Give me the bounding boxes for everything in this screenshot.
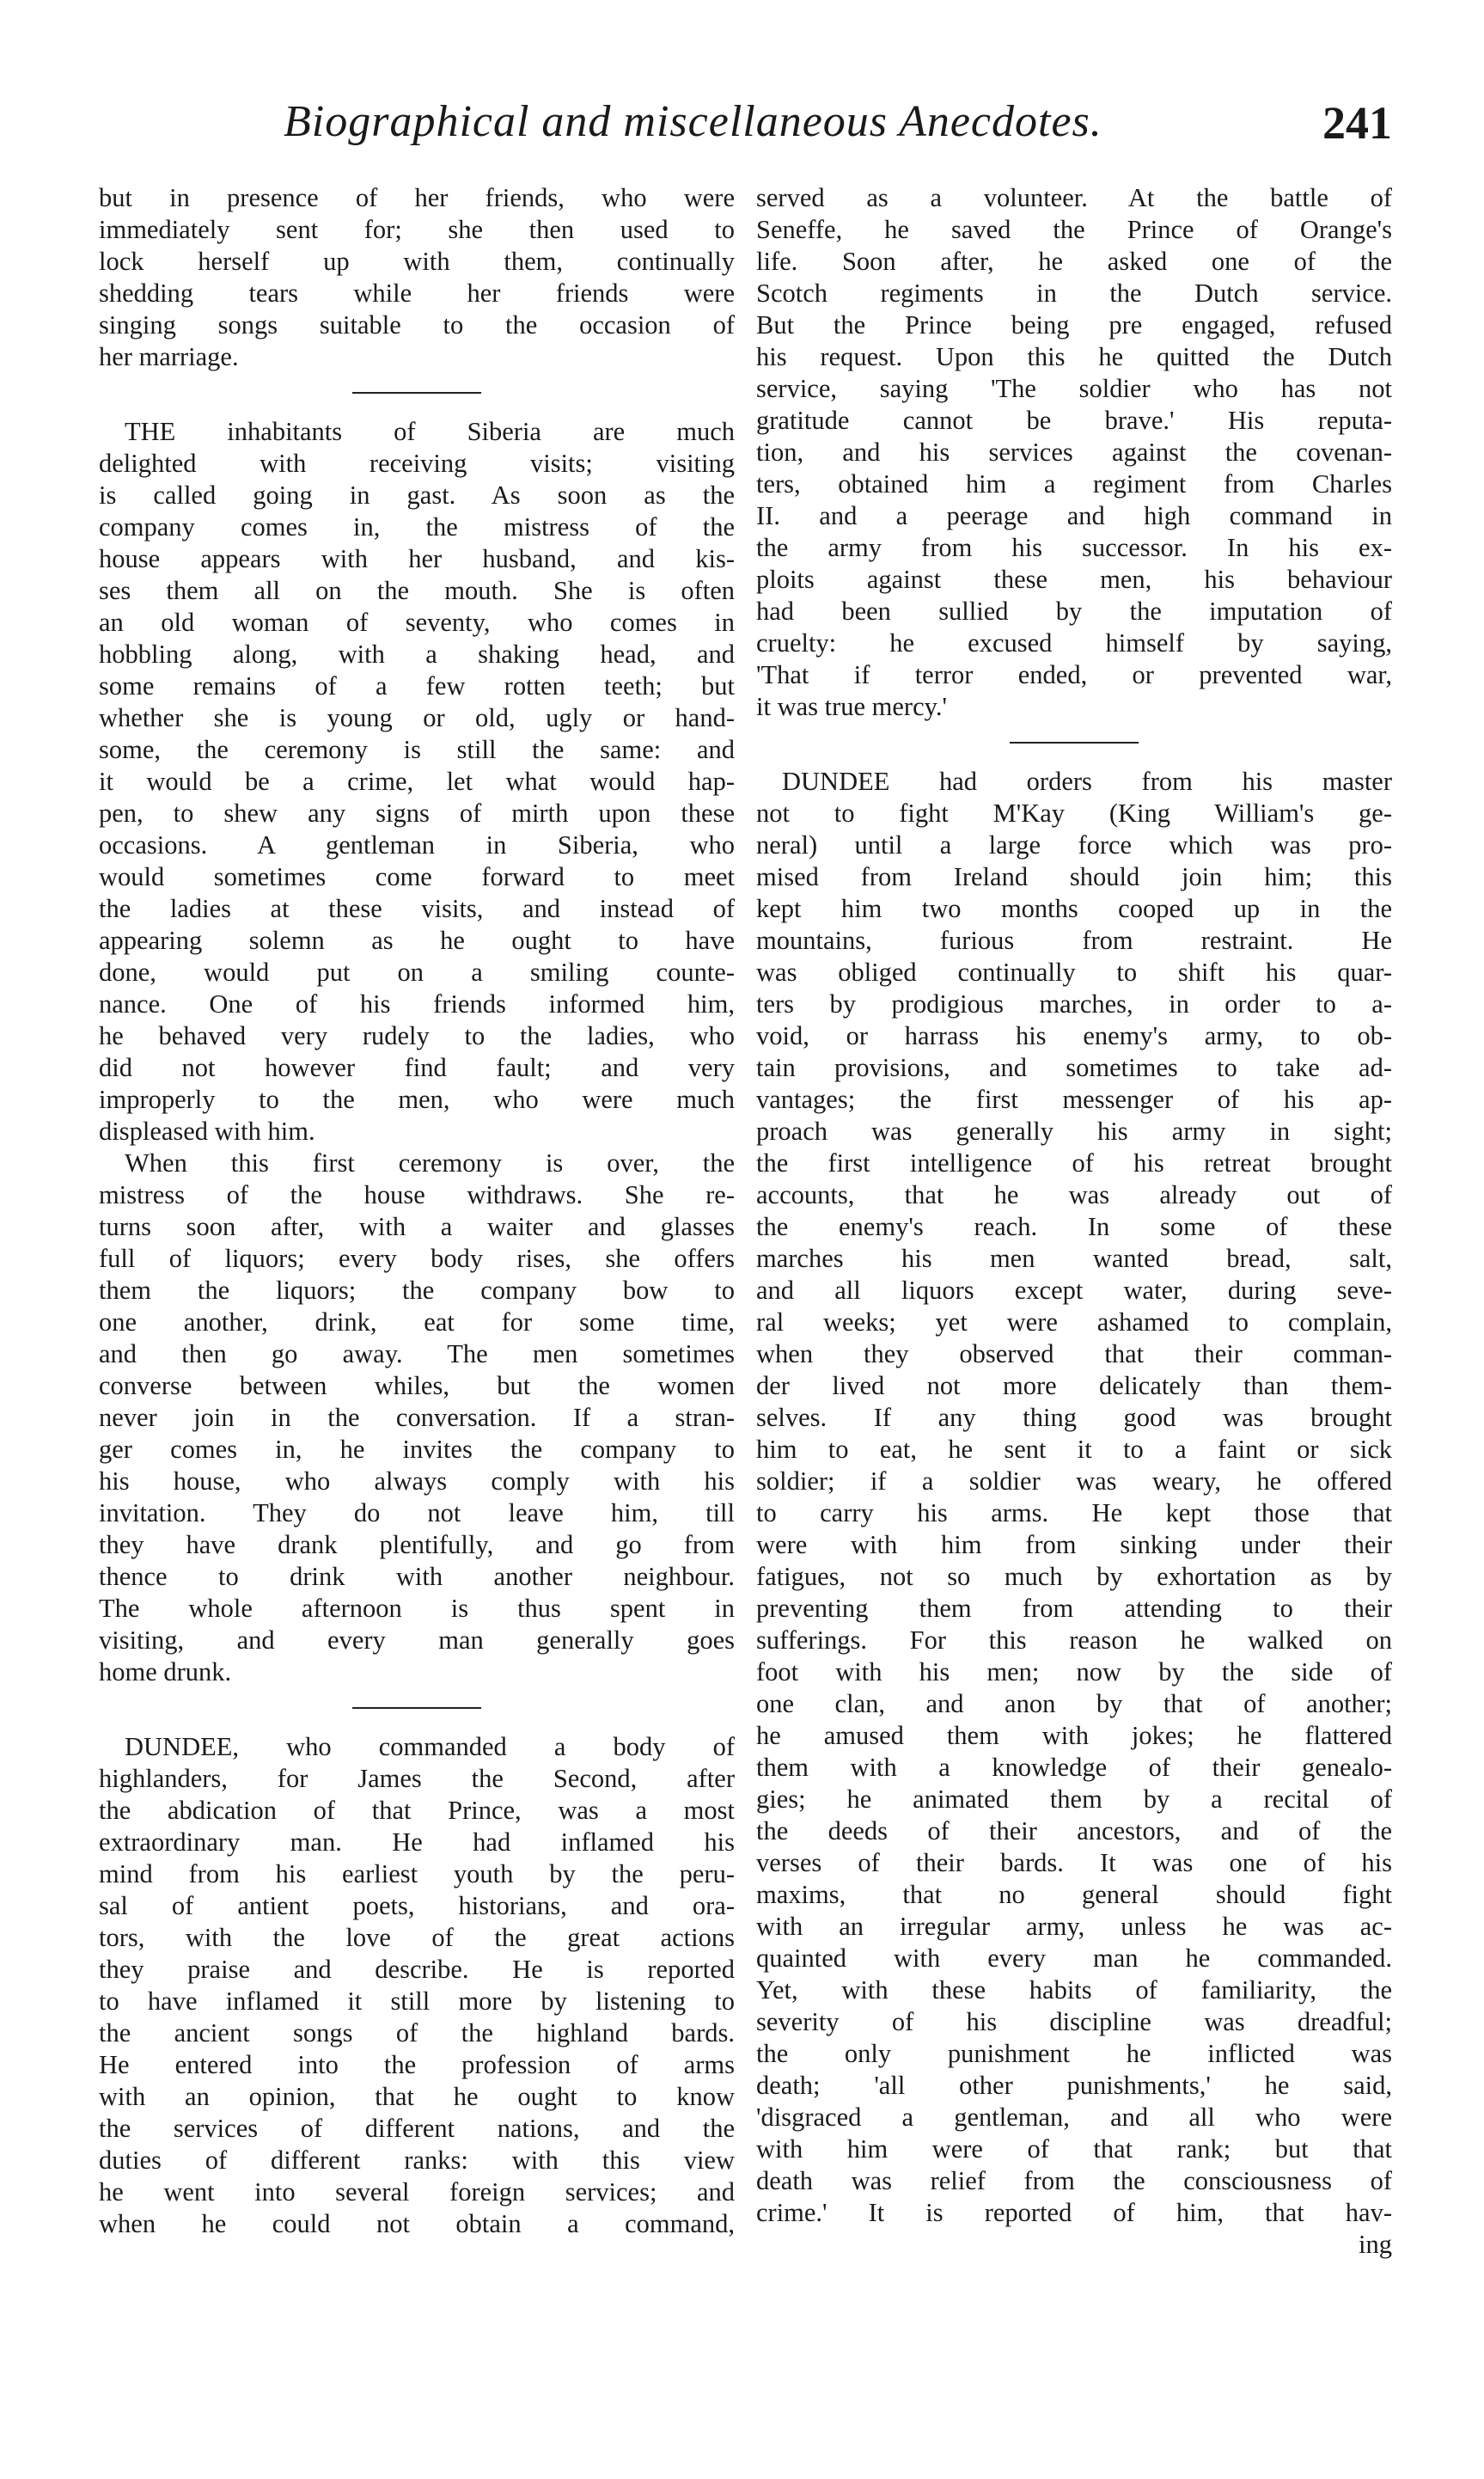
paragraph-marriage-end bbox=[99, 182, 735, 373]
text-line: some, the ceremony is still the same: and bbox=[99, 735, 735, 764]
text-line: death; 'all other punishments,' he said, bbox=[756, 2071, 1392, 2100]
text-line: he amused them with jokes; he flattered bbox=[756, 1721, 1392, 1750]
text-line: vantages; the first messenger of his ap- bbox=[756, 1085, 1392, 1114]
text-line: maxims, that no general should fight bbox=[756, 1880, 1392, 1909]
text-line: his house, who always comply with his bbox=[99, 1466, 735, 1496]
text-line: singing songs suitable to the occasion of bbox=[99, 310, 735, 340]
text-line: the services of different nations, and the bbox=[99, 2114, 735, 2143]
text-line: fatigues, not so much by exhortation as by bbox=[756, 1562, 1392, 1591]
text-line: ploits against these men, his behaviour bbox=[756, 565, 1392, 594]
text-line: had been sullied by the imputation of bbox=[756, 597, 1392, 626]
text-line: ters, obtained him a regiment from Charles bbox=[756, 469, 1392, 499]
text-line: service, saying 'The soldier who has not bbox=[756, 374, 1392, 403]
text-line: shedding tears while her friends were bbox=[99, 279, 735, 308]
text-line: extraordinary man. He had inflamed his bbox=[99, 1827, 735, 1857]
text-line: tain provisions, and sometimes to take ad- bbox=[756, 1053, 1392, 1082]
text-line: him to eat, he sent it to a faint or sick bbox=[756, 1435, 1392, 1464]
text-line: kept him two months cooped up in the bbox=[756, 894, 1392, 923]
text-line: did not however find fault; and very bbox=[99, 1053, 735, 1082]
section-divider bbox=[352, 392, 481, 394]
text-line: tion, and his services against the covenan- bbox=[756, 438, 1392, 467]
text-line: But the Prince being pre engaged, refused bbox=[756, 310, 1392, 340]
text-line: the ladies at these visits, and instead of bbox=[99, 894, 735, 923]
text-line: his request. Upon this he quitted the Dutch bbox=[756, 342, 1392, 371]
text-line: the enemy's reach. In some of these bbox=[756, 1212, 1392, 1241]
text-line: whether she is young or old, ugly or hand- bbox=[99, 703, 735, 732]
text-line: delighted with receiving visits; visiting bbox=[99, 449, 735, 478]
text-line: improperly to the men, who were much bbox=[99, 1085, 735, 1114]
text-line: void, or harrass his enemy's army, to ob- bbox=[756, 1021, 1392, 1050]
text-line: II. and a peerage and high command in bbox=[756, 501, 1392, 530]
text-line: Yet, with these habits of familiarity, the bbox=[756, 1975, 1392, 2005]
text-line: occasions. A gentleman in Siberia, who bbox=[99, 830, 735, 860]
text-line: it would be a crime, let what would hap- bbox=[99, 767, 735, 796]
text-line: visiting, and every man generally goes bbox=[99, 1625, 735, 1655]
text-line: it was true mercy.' bbox=[756, 692, 948, 721]
text-line: converse between whiles, but the women bbox=[99, 1371, 735, 1400]
text-line: Scotch regiments in the Dutch service. bbox=[756, 279, 1392, 308]
text-line: When this first ceremony is over, the bbox=[125, 1148, 735, 1178]
section-divider bbox=[1010, 742, 1139, 744]
text-line: an old woman of seventy, who comes in bbox=[99, 608, 735, 637]
paragraph-dundee-service bbox=[756, 182, 1392, 723]
text-line: The whole afternoon is thus spent in bbox=[99, 1594, 735, 1623]
text-line: DUNDEE, who commanded a body of bbox=[125, 1732, 735, 1761]
text-line: duties of different ranks: with this view bbox=[99, 2145, 735, 2175]
text-line: lock herself up with them, continually bbox=[99, 247, 735, 276]
text-line: them the liquors; the company bow to bbox=[99, 1276, 735, 1305]
text-line: they praise and describe. He is reported bbox=[99, 1955, 735, 1984]
text-line: highlanders, for James the Second, after bbox=[99, 1764, 735, 1793]
text-line: pen, to shew any signs of mirth upon these bbox=[99, 799, 735, 828]
text-line: life. Soon after, he asked one of the bbox=[756, 247, 1392, 276]
text-line: some remains of a few rotten teeth; but bbox=[99, 671, 735, 701]
text-line: displeased with him. bbox=[99, 1117, 315, 1146]
running-title: Biographical and miscellaneous Anecdotes. bbox=[284, 97, 1102, 146]
text-line: the only punishment he inflicted was bbox=[756, 2039, 1392, 2068]
text-line: gies; he animated them by a recital of bbox=[756, 1784, 1392, 1814]
text-line: but in presence of her friends, who were bbox=[99, 183, 735, 212]
text-line: were with him from sinking under their bbox=[756, 1530, 1392, 1559]
text-line: mised from Ireland should join him; this bbox=[756, 862, 1392, 891]
text-line: mistress of the house withdraws. She re- bbox=[99, 1180, 735, 1209]
text-line: when they observed that their comman- bbox=[756, 1339, 1392, 1368]
text-line: sufferings. For this reason he walked on bbox=[756, 1625, 1392, 1655]
text-line: 'That if terror ended, or prevented war, bbox=[756, 660, 1392, 689]
running-header bbox=[284, 96, 1392, 165]
text-line: verses of their bards. It was one of his bbox=[756, 1848, 1392, 1877]
text-line: death was relief from the consciousness of bbox=[756, 2166, 1392, 2195]
text-line: when he could not obtain a command, bbox=[99, 2209, 735, 2238]
text-line: with an opinion, that he ought to know bbox=[99, 2082, 735, 2111]
text-line: sal of antient poets, historians, and ora- bbox=[99, 1891, 735, 1920]
text-line: He entered into the profession of arms bbox=[99, 2050, 735, 2079]
text-line: crime.' It is reported of him, that hav- bbox=[756, 2198, 1392, 2227]
text-line: one another, drink, eat for some time, bbox=[99, 1307, 735, 1337]
text-line: ses them all on the mouth. She is often bbox=[99, 576, 735, 605]
left-column bbox=[99, 182, 735, 2240]
text-line: is called going in gast. As soon as the bbox=[99, 480, 735, 510]
text-line: 'disgraced a gentleman, and all who were bbox=[756, 2103, 1392, 2132]
text-line: home drunk. bbox=[99, 1657, 232, 1686]
text-line: turns soon after, with a waiter and glasses bbox=[99, 1212, 735, 1241]
text-line: and all liquors except water, during seve- bbox=[756, 1276, 1392, 1305]
paragraph-ceremony bbox=[99, 1148, 735, 1688]
page-number: 241 bbox=[1322, 97, 1392, 149]
text-line: and then go away. The men sometimes bbox=[99, 1339, 735, 1368]
text-line: tors, with the love of the great actions bbox=[99, 1923, 735, 1952]
text-line: gratitude cannot be brave.' His reputa- bbox=[756, 406, 1392, 435]
text-line: cruelty: he excused himself by saying, bbox=[756, 628, 1392, 658]
text-line: invitation. They do not leave him, till bbox=[99, 1498, 735, 1527]
text-line: full of liquors; every body rises, she offers bbox=[99, 1244, 735, 1273]
text-line: the first intelligence of his retreat brought bbox=[756, 1148, 1392, 1178]
text-line: appearing solemn as he ought to have bbox=[99, 926, 735, 955]
section-divider bbox=[352, 1707, 481, 1709]
text-line: quainted with every man he commanded. bbox=[756, 1943, 1392, 1973]
text-line: the abdication of that Prince, was a most bbox=[99, 1796, 735, 1825]
text-line: soldier; if a soldier was weary, he offered bbox=[756, 1466, 1392, 1496]
text-line: selves. If any thing good was brought bbox=[756, 1403, 1392, 1432]
paragraph-dundee-intro bbox=[99, 1731, 735, 2240]
text-line: done, would put on a smiling counte- bbox=[99, 958, 735, 987]
text-line: served as a volunteer. At the battle of bbox=[756, 183, 1392, 212]
text-line: Seneffe, he saved the Prince of Orange's bbox=[756, 215, 1392, 244]
text-line: preventing them from attending to their bbox=[756, 1594, 1392, 1623]
text-line: ger comes in, he invites the company to bbox=[99, 1435, 735, 1464]
text-line: never join in the conversation. If a stran- bbox=[99, 1403, 735, 1432]
text-line: marches his men wanted bread, salt, bbox=[756, 1244, 1392, 1273]
text-line: they have drank plentifully, and go from bbox=[99, 1530, 735, 1559]
text-line: the ancient songs of the highland bards. bbox=[99, 2018, 735, 2047]
text-line: mountains, furious from restraint. He bbox=[756, 926, 1392, 955]
text-line: not to fight M'Kay (King William's ge- bbox=[756, 799, 1392, 828]
text-line: with him were of that rank; but that bbox=[756, 2134, 1392, 2164]
text-line: der lived not more delicately than them- bbox=[756, 1371, 1392, 1400]
text-line: ters by prodigious marches, in order to a- bbox=[756, 989, 1392, 1019]
text-line: accounts, that he was already out of bbox=[756, 1180, 1392, 1209]
right-column bbox=[756, 182, 1392, 2261]
text-line: to have inflamed it still more by listening to bbox=[99, 1986, 735, 2016]
text-line: he behaved very rudely to the ladies, who bbox=[99, 1021, 735, 1050]
text-line: would sometimes come forward to meet bbox=[99, 862, 735, 891]
text-line: foot with his men; now by the side of bbox=[756, 1657, 1392, 1686]
text-line: with an irregular army, unless he was ac- bbox=[756, 1912, 1392, 1941]
text-line: immediately sent for; she then used to bbox=[99, 215, 735, 244]
text-line: neral) until a large force which was pro- bbox=[756, 830, 1392, 860]
text-line: the deeds of their ancestors, and of the bbox=[756, 1816, 1392, 1845]
text-line: the army from his successor. In his ex- bbox=[756, 533, 1392, 562]
text-line: them with a knowledge of their genealo- bbox=[756, 1753, 1392, 1782]
text-line: thence to drink with another neighbour. bbox=[99, 1562, 735, 1591]
text-line: company comes in, the mistress of the bbox=[99, 512, 735, 542]
text-line: proach was generally his army in sight; bbox=[756, 1117, 1392, 1146]
text-line: severity of his discipline was dreadful; bbox=[756, 2007, 1392, 2036]
text-line: hobbling along, with a shaking head, and bbox=[99, 640, 735, 669]
text-line: her marriage. bbox=[99, 342, 239, 371]
paragraph-dundee-orders bbox=[756, 766, 1392, 2261]
text-line: ral weeks; yet were ashamed to complain, bbox=[756, 1307, 1392, 1337]
text-line: to carry his arms. He kept those that bbox=[756, 1498, 1392, 1527]
text-line: one clan, and anon by that of another; bbox=[756, 1689, 1392, 1718]
catchword: ing bbox=[1359, 2230, 1392, 2259]
text-line: mind from his earliest youth by the peru- bbox=[99, 1859, 735, 1888]
text-line: was obliged continually to shift his quar- bbox=[756, 958, 1392, 987]
text-line: DUNDEE had orders from his master bbox=[782, 767, 1392, 796]
text-line: THE inhabitants of Siberia are much bbox=[125, 417, 735, 446]
paragraph-siberia bbox=[99, 416, 735, 1148]
text-line: he went into several foreign services; and bbox=[99, 2177, 735, 2207]
text-line: house appears with her husband, and kis- bbox=[99, 544, 735, 573]
text-line: nance. One of his friends informed him, bbox=[99, 989, 735, 1019]
